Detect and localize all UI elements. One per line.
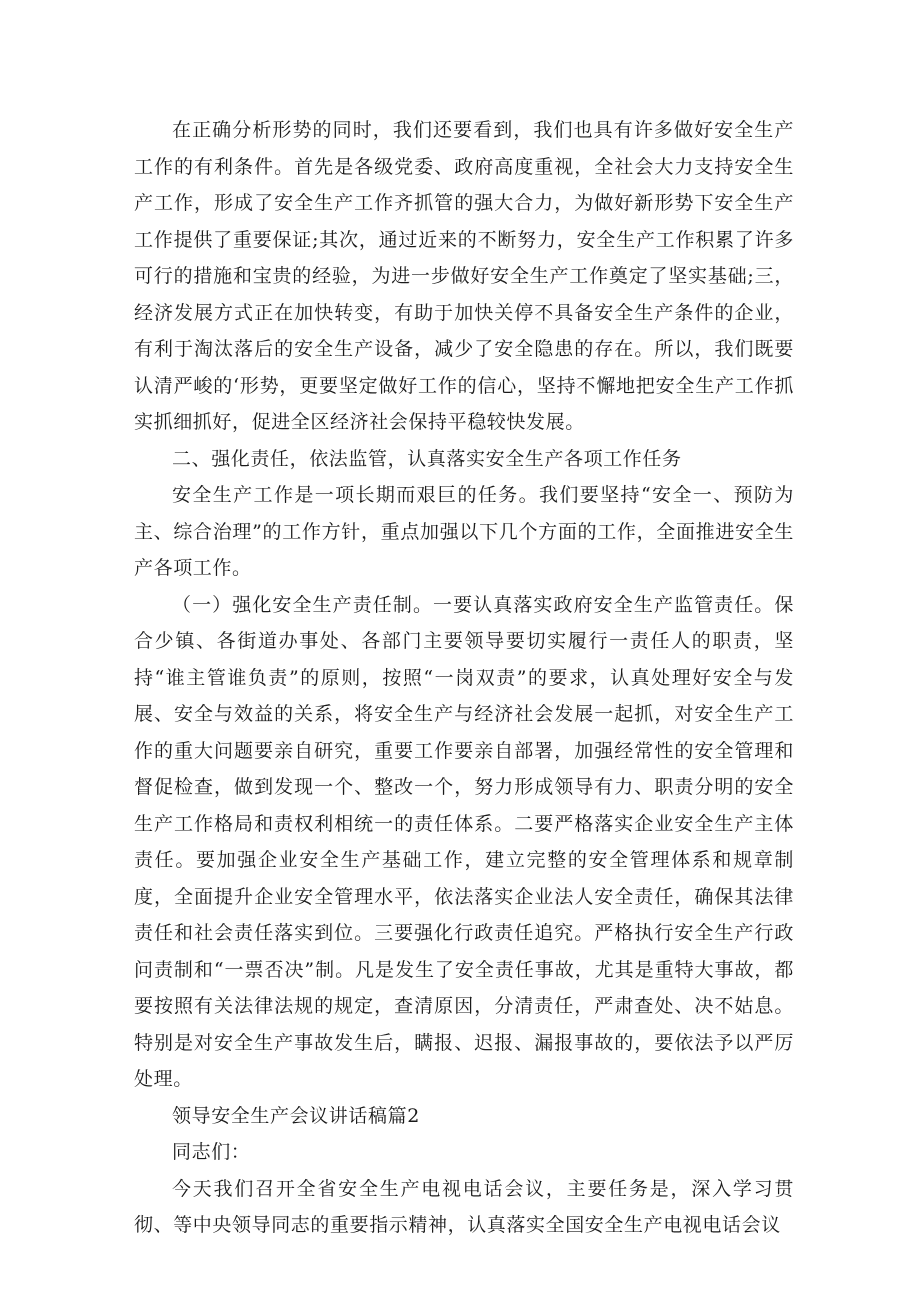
paragraph-meeting-purpose: 今天我们召开全省安全生产电视电话会议，主要任务是，深入学习贯彻、等中央领导同志的重要指示精神，认真落实全国安全生产电视电话会议 [134,1177,794,1236]
document-body [134,112,794,1244]
speech-title-part-2: 领导安全生产会议讲话稿篇2 [172,1104,420,1127]
paragraph-responsibility-system: （一）强化安全生产责任制。一要认真落实政府安全生产监管责任。保合少镇、各街道办事处、各部门主要领导要切实履行一责任人的职责，坚持“谁主管谁负责”的原则，按照“一岗双责”的要求，认真处理好安全与发展、安全与效益的关系，将安全生产与经济社会发展一起抓，对安全生产工作的重大问题要亲自研究，重要工作要亲自部署，加强经常性的安全管理和督促检查，做到发现一个、整改一个，努力形成领导有力、职责分明的安全生产工作格局和责权利相统一的责任体系。二要严格落实企业安全生产主体责任。要加强企业安全生产基础工作，建立完整的安全管理体系和规章制度，全面提升企业安全管理水平，依法落实企业法人安全责任，确保其法律责任和社会责任落实到位。三要强化行政责任追究。严格执行安全生产行政问责制和“一票否决”制。凡是发生了安全责任事故，尤其是重特大事故，都要按照有关法律法规的规定，查清原因，分清责任，严肃查处、决不姑息。特别是对安全生产事故发生后，瞒报、迟报、漏报事故的，要依法予以严厉处理。 [134,593,794,1090]
section-heading-2: 二、强化责任，依法监管，认真落实安全生产各项工作任务 [172,447,682,470]
paragraph-long-term-task: 安全生产工作是一项长期而艰巨的任务。我们要坚持“安全一、预防为主、综合治理”的工作方针，重点加强以下几个方面的工作，全面推进安全生产各项工作。 [134,484,794,579]
salutation: 同志们： [172,1141,251,1163]
paragraph-favorable-conditions: 在正确分析形势的同时，我们还要看到，我们也具有许多做好安全生产工作的有利条件。首先是各级党委、政府高度重视，全社会大力支持安全生产工作，形成了安全生产工作齐抓管的强大合力，为做好新形势下安全生产工作提供了重要保证;其次，通过近来的不断努力，安全生产工作积累了许多可行的措施和宝贵的经验，为进一步做好安全生产工作奠定了坚实基础;三，经济发展方式正在加快转变，有助于加快关停不具备安全生产条件的企业，有利于淘汰落后的安全生产设备，减少了安全隐患的存在。所以，我们既要认清严峻的‘形势，更要坚定做好工作的信心，坚持不懈地把安全生产工作抓实抓细抓好，促进全区经济社会保持平稳较快发展。 [134,119,794,433]
